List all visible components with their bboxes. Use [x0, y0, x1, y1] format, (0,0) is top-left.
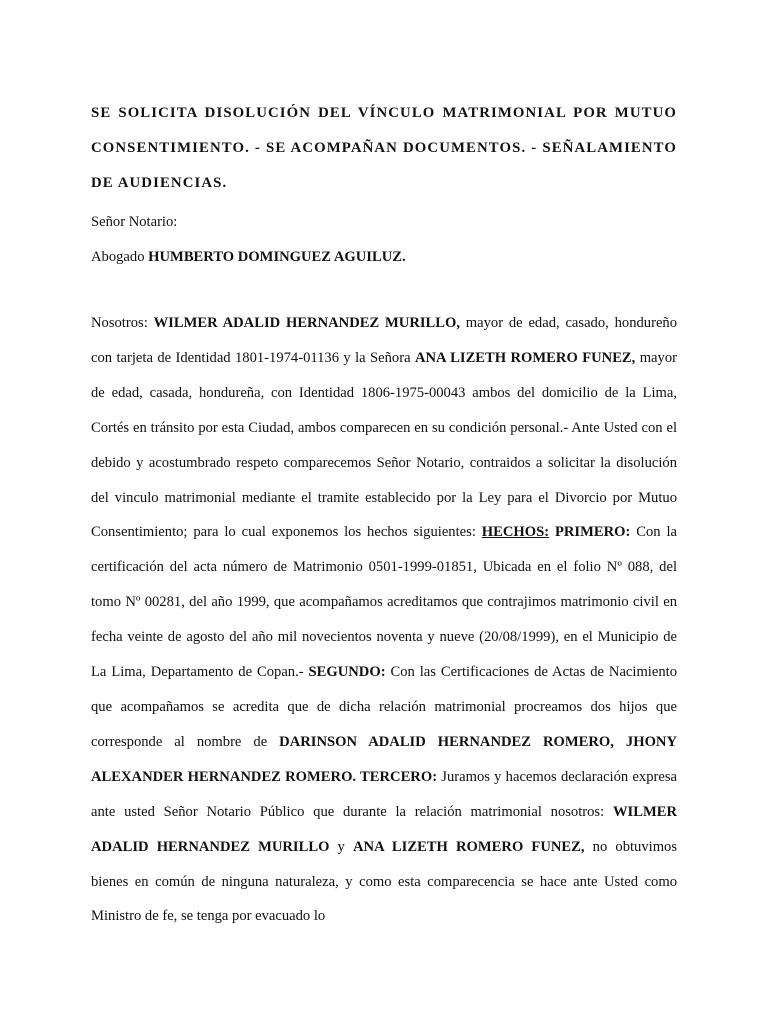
segundo-label: SEGUNDO:	[308, 664, 386, 681]
p1-text-2: mayor de edad, casado, hondureño con tarjeta de Identidad 1801-1974-01136 y la Señora	[91, 315, 678, 366]
p1-text-1: Nosotros:	[91, 315, 154, 331]
attorney-name: HUMBERTO DOMINGUEZ AGUILUZ.	[148, 249, 406, 265]
document-title: SE SOLICITA DISOLUCIÓN DEL VÍNCULO MATRIMONIAL POR MUTUO CONSENTIMIENTO. - SE ACOMPAÑAN DOCUMENTOS. - SEÑALAMIENTO DE AUDIENCIAS.	[91, 105, 677, 191]
p2-name-1: WILMER ADALID HERNANDEZ MURILLO	[91, 803, 677, 855]
p2-text-5: no obtuvimos bienes en común de ninguna naturaleza, y como esta comparecencia se hace ante Usted como Ministro de fe, se tenga por evacuado lo	[91, 838, 678, 925]
p2-text-1: Con la certificación del acta número de Matrimonio 0501-1999-01851, Ubicada en el folio Nº 088, del tomo Nº 00281, del año 1999, que acompañamos acreditamos que contrajimos matrimonio civil en fecha veinte de agosto del año mil novecientos noventa y nueve (20/08/1999), en el Municipio de La Lima, Departamento de Copan.-	[91, 524, 677, 681]
children-names: DARINSON ADALID HERNANDEZ ROMERO, JHONY ALEXANDER HERNANDEZ ROMERO. TERCERO:	[91, 733, 678, 785]
p2-name-2: ANA LIZETH ROMERO FUNEZ,	[352, 838, 585, 855]
p2-text-2: Con las Certificaciones de Actas de Nacimiento que acompañamos se acredita que de dicha relación matrimonial procreamos dos hijos que corresponde al nombre de	[91, 664, 677, 750]
hechos-heading: HECHOS:	[481, 524, 550, 541]
paragraph-parties	[91, 306, 677, 934]
p1-name-1: WILMER ADALID HERNANDEZ MURILLO,	[153, 315, 461, 331]
attorney-line	[91, 247, 406, 267]
p1-name-2: ANA LIZETH ROMERO FUNEZ,	[414, 349, 636, 366]
attorney-prefix: Abogado	[91, 249, 149, 265]
primero-label: PRIMERO:	[549, 524, 631, 541]
document-body	[91, 306, 677, 934]
p2-text-3: Juramos y hacemos declaración expresa ante usted Señor Notario Público que durante la relación matrimonial nosotros:	[91, 768, 677, 820]
p1-text-3: mayor de edad, casada, hondureña, con Identidad 1806-1975-00043 ambos del domicilio de la Lima, Cortés en tránsito por esta Ciudad, ambos comparecen en su condición personal.- Ante Usted con el debido y acostumbrado respeto comparecemos Señor Notario, contraidos a solicitar la disolución del vinculo matrimonial mediante el tramite establecido por la Ley para el Divorcio por Mutuo Consentimiento; para lo cual exponemos los hechos siguientes:	[91, 349, 677, 541]
p2-text-4: y	[329, 838, 353, 855]
salutation: Señor Notario:	[91, 214, 178, 230]
